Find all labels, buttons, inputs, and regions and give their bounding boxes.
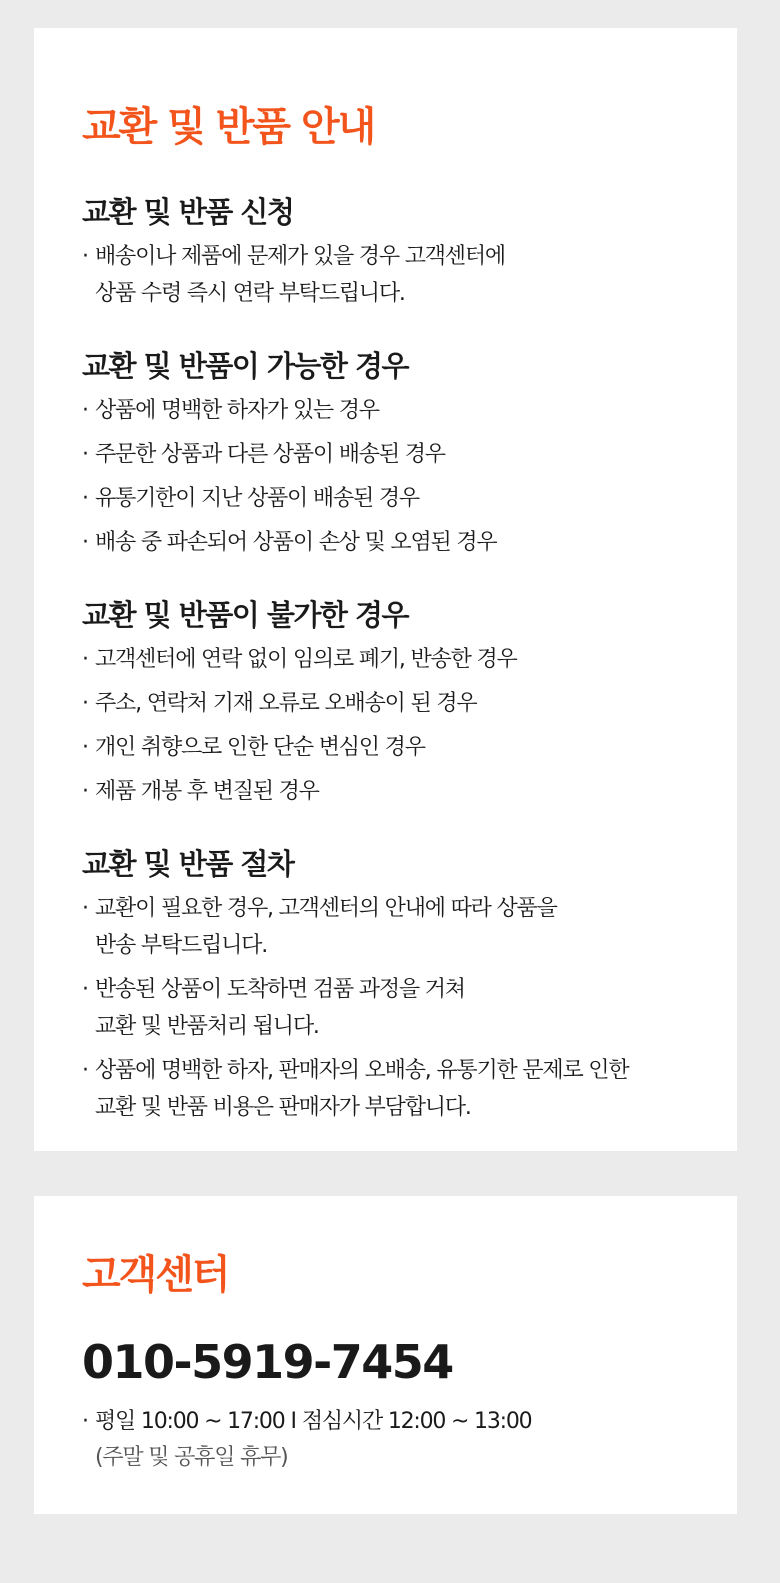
hours-separator: I: [290, 1409, 296, 1434]
list-item: · 상품에 명백한 하자, 판매자의 오배송, 유통기한 문제로 인한 교환 및 반품 비용은 판매자가 부담합니다.: [82, 1052, 737, 1126]
list-item: · 배송이나 제품에 문제가 있을 경우 고객센터에 상품 수령 즉시 연락 부탁드립니다.: [82, 238, 737, 312]
list-item: · 개인 취향으로 인한 단순 변심인 경우: [82, 729, 737, 766]
returns-title: 교환 및 반품 안내: [82, 104, 375, 150]
lunch-hours: 점심시간 12:00 ~ 13:00: [301, 1409, 532, 1434]
list-item: · 상품에 명백한 하자가 있는 경우: [82, 392, 737, 429]
returns-card: [34, 28, 737, 1151]
customer-center-title: 고객센터: [82, 1252, 229, 1298]
list-item: · 반송된 상품이 도착하면 검품 과정을 거쳐 교환 및 반품처리 됩니다.: [82, 971, 737, 1045]
customer-center-card: [34, 1196, 737, 1514]
business-hours: [82, 1404, 737, 1440]
section-request: [82, 192, 737, 312]
section-procedure: [82, 844, 737, 1126]
list-item: · 고객센터에 연락 없이 임의로 폐기, 반송한 경우: [82, 641, 737, 678]
section-title: 교환 및 반품 절차: [82, 847, 294, 881]
closed-note: (주말 및 공휴일 휴무): [95, 1445, 288, 1470]
section-title: 교환 및 반품이 불가한 경우: [82, 598, 409, 632]
list-item: · 주소, 연락처 기재 오류로 오배송이 된 경우: [82, 685, 737, 722]
phone-number: 010-5919-7454: [82, 1335, 453, 1389]
section-possible: [82, 346, 737, 561]
section-title: 교환 및 반품이 가능한 경우: [82, 349, 409, 383]
section-impossible: [82, 595, 737, 810]
list-item: · 제품 개봉 후 변질된 경우: [82, 773, 737, 810]
section-title: 교환 및 반품 신청: [82, 195, 294, 229]
list-item: · 배송 중 파손되어 상품이 손상 및 오염된 경우: [82, 524, 737, 561]
list-item: · 교환이 필요한 경우, 고객센터의 안내에 따라 상품을 반송 부탁드립니다.: [82, 890, 737, 964]
list-item: · 주문한 상품과 다른 상품이 배송된 경우: [82, 436, 737, 473]
list-item: · 유통기한이 지난 상품이 배송된 경우: [82, 480, 737, 517]
weekday-hours: 평일 10:00 ~ 17:00: [95, 1409, 285, 1434]
